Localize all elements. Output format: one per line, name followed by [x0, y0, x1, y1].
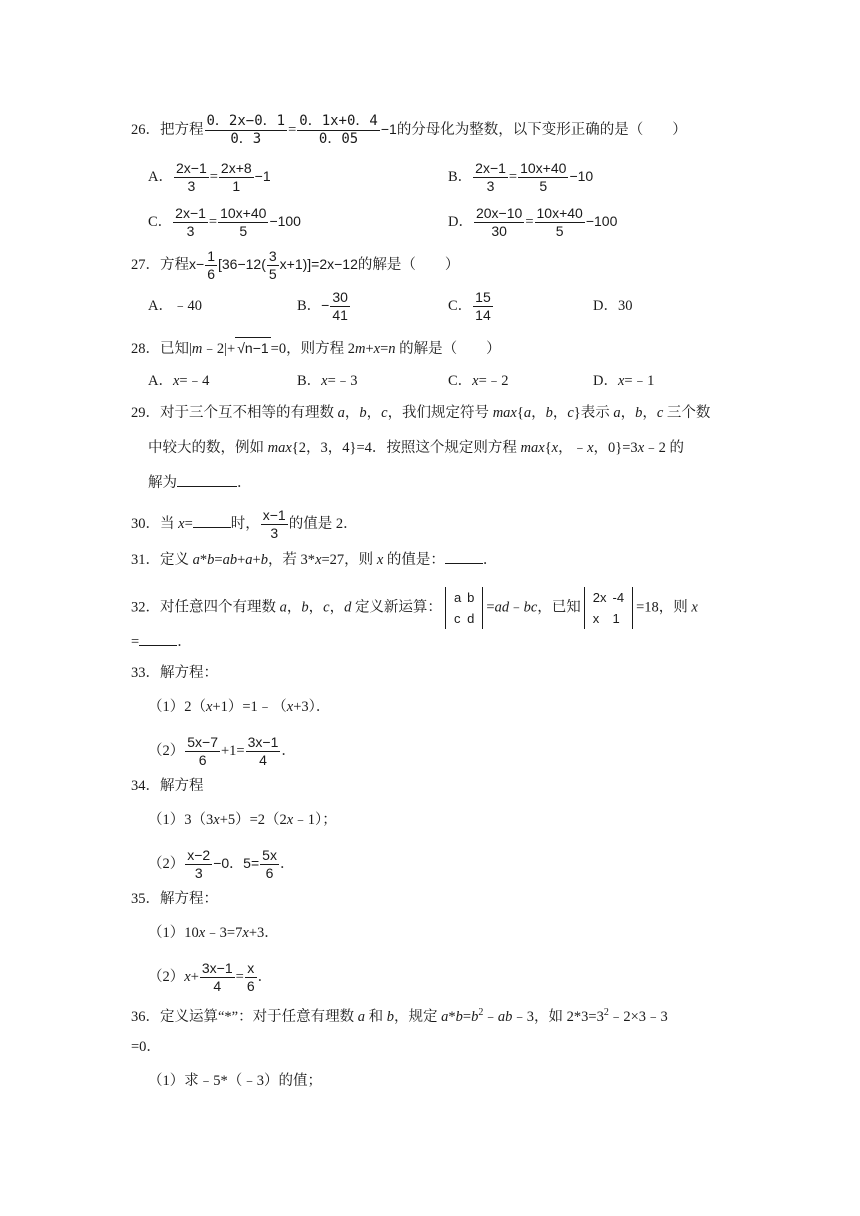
question-34-part-2: （2） $\frac{x-2}{3}$ −0．5= $\frac{5x}{6}$ ． [148, 847, 295, 881]
question-number: 27． [131, 256, 160, 273]
fraction: $\frac{3}{5}$ [268, 248, 277, 282]
question-34-part-1: （1）3（3x+5）=2（2x﹣1）； [148, 812, 337, 828]
question-35: 35．解方程： [131, 891, 218, 907]
question-32: 32．对任意四个有理数 a，b，c，d 定义新运算： a b c d =ad﹣bc，已知 2x -4 x 1 =18，则 x [131, 587, 698, 629]
question-number: 29． [131, 405, 160, 421]
question-number: 31． [131, 552, 160, 568]
question-33: 33．解方程： [131, 665, 218, 681]
question-number: 26． [131, 121, 160, 138]
fraction: $\frac{5x-7}{6}$ [187, 734, 218, 768]
question-35-part-1: （1）10x﹣3=7x+3． [148, 925, 279, 941]
fraction: $\frac{x-2}{3}$ [187, 847, 211, 881]
question-29-line-3: 解为 ． [148, 475, 252, 491]
fraction: $\frac{0.1x+0.4}{0.05}$ [299, 113, 378, 147]
question-number: 32． [131, 599, 160, 616]
question-29-line-2: 中较大的数，例如 max{2，3，4}=4．按照这个规定则方程 max{x，﹣x，0}=3x﹣2 的 [148, 440, 684, 456]
question-33-part-1: （1）2（x+1）=1﹣（x+3）． [148, 699, 331, 715]
question-28: 28．已知|m﹣2|+ √n−1 =0，则方程 2m+x=n 的解是（ ） [131, 337, 501, 359]
option-a: A．x=﹣4 [148, 373, 210, 389]
determinant-given: 2x -4 x 1 [584, 587, 633, 629]
question-30: 30．当 x= 时， $\frac{x-1}{3}$ 的值是 2． [131, 507, 358, 541]
fraction: $\frac{0.2x-0.1}{0.3}$ [206, 113, 286, 147]
option-a: A． $\frac{2x-1}{3}$ = $\frac{2x+8}{1}$ −1 [148, 160, 271, 194]
option-c: C． $\frac{2x-1}{3}$ = $\frac{10x+40}{5}$ −100 [148, 205, 301, 239]
question-number: 30． [131, 515, 160, 532]
answer-blank[interactable] [139, 633, 177, 646]
square-root: √n−1 [235, 337, 270, 358]
question-number: 36． [131, 1008, 160, 1025]
option-c: C．x=﹣2 [448, 373, 509, 389]
option-d: D．30 [593, 298, 633, 314]
question-number: 35． [131, 891, 160, 907]
option-a: A．﹣40 [148, 298, 202, 314]
fraction: $\frac{10x+40}{5}$ [536, 205, 583, 239]
fraction: $\frac{2x-1}{3}$ [175, 160, 207, 194]
fraction: $\frac{3x-1}{4}$ [201, 960, 233, 994]
option-c: C． $\frac{15}{14}$ [448, 289, 491, 323]
question-number: 33． [131, 665, 160, 681]
question-32-line-2: = ． [131, 634, 192, 650]
fraction: $\frac{1}{6}$ [207, 248, 215, 282]
question-36-line-2: =0． [131, 1039, 161, 1055]
fraction: $\frac{10x+40}{5}$ [220, 205, 267, 239]
question-number: 28． [131, 341, 160, 357]
question-36: 36．定义运算“*”：对于任意有理数 a 和 b，规定 $a*b=b^2﹣ab﹣3$，如 $2*3=3^2﹣2\times 3﹣3$ [131, 1007, 668, 1025]
question-35-part-2: （2）x+ $\frac{3x-1}{4}$ = $\frac{x}{6}$ ． [148, 960, 273, 994]
question-33-part-2: （2） $\frac{5x-7}{6}$ +1= $\frac{3x-1}{4}$ ． [148, 734, 296, 768]
fraction: $\frac{10x+40}{5}$ [520, 160, 567, 194]
question-34: 34．解方程 [131, 778, 204, 794]
question-26: 26．把方程 $\frac{0.2x-0.1}{0.3}$ = $\frac{0.1x+0.4}{0.05}$ −1的分母化为整数，以下变形正确的是（ ） [131, 113, 687, 147]
fraction: $\frac{5x}{6}$ [262, 847, 277, 881]
option-b: B． $\frac{2x-1}{3}$ = $\frac{10x+40}{5}$ −10 [448, 160, 594, 194]
fraction: $\frac{x}{6}$ [246, 960, 255, 994]
question-31: 31．定义 a*b=ab+a+b，若 3*x=27，则 x 的值是： ． [131, 552, 498, 568]
answer-blank[interactable] [445, 551, 483, 564]
question-27: 27．方程x− $\frac{1}{6}$ [36−12( $\frac{3}{5}$ x+1)]=2x−12的解是（ ） [131, 248, 460, 282]
fraction: $\frac{2x-1}{3}$ [175, 205, 206, 239]
fraction: $\frac{2x+8}{1}$ [220, 160, 252, 194]
answer-blank[interactable] [193, 515, 231, 528]
question-text: 的分母化为整数，以下变形正确的是（ ） [396, 121, 687, 138]
fraction: $\frac{15}{14}$ [475, 289, 491, 323]
option-b: B．x=﹣3 [297, 373, 358, 389]
fraction: $\frac{3x-1}{4}$ [247, 734, 279, 768]
option-b: B．− $\frac{30}{41}$ [297, 289, 348, 323]
fraction: $\frac{x-1}{3}$ [262, 507, 286, 541]
question-number: 34． [131, 778, 160, 794]
option-d: D． $\frac{20x-10}{30}$ = $\frac{10x+40}{5}$ −100 [448, 205, 618, 239]
determinant-definition: a b c d [445, 587, 483, 629]
fraction: $\frac{20x-10}{30}$ [475, 205, 523, 239]
question-text: 把方程 [160, 121, 204, 138]
answer-blank[interactable] [177, 474, 237, 487]
option-d: D．x=﹣1 [593, 373, 655, 389]
question-36-part-1: （1）求﹣5*（﹣3）的值； [148, 1073, 322, 1089]
question-29: 29．对于三个互不相等的有理数 a，b，c，我们规定符号 max{a，b，c}表示 a，b，c 三个数 [131, 405, 711, 421]
fraction: $\frac{30}{41}$ [332, 289, 348, 323]
fraction: $\frac{2x-1}{3}$ [475, 160, 506, 194]
